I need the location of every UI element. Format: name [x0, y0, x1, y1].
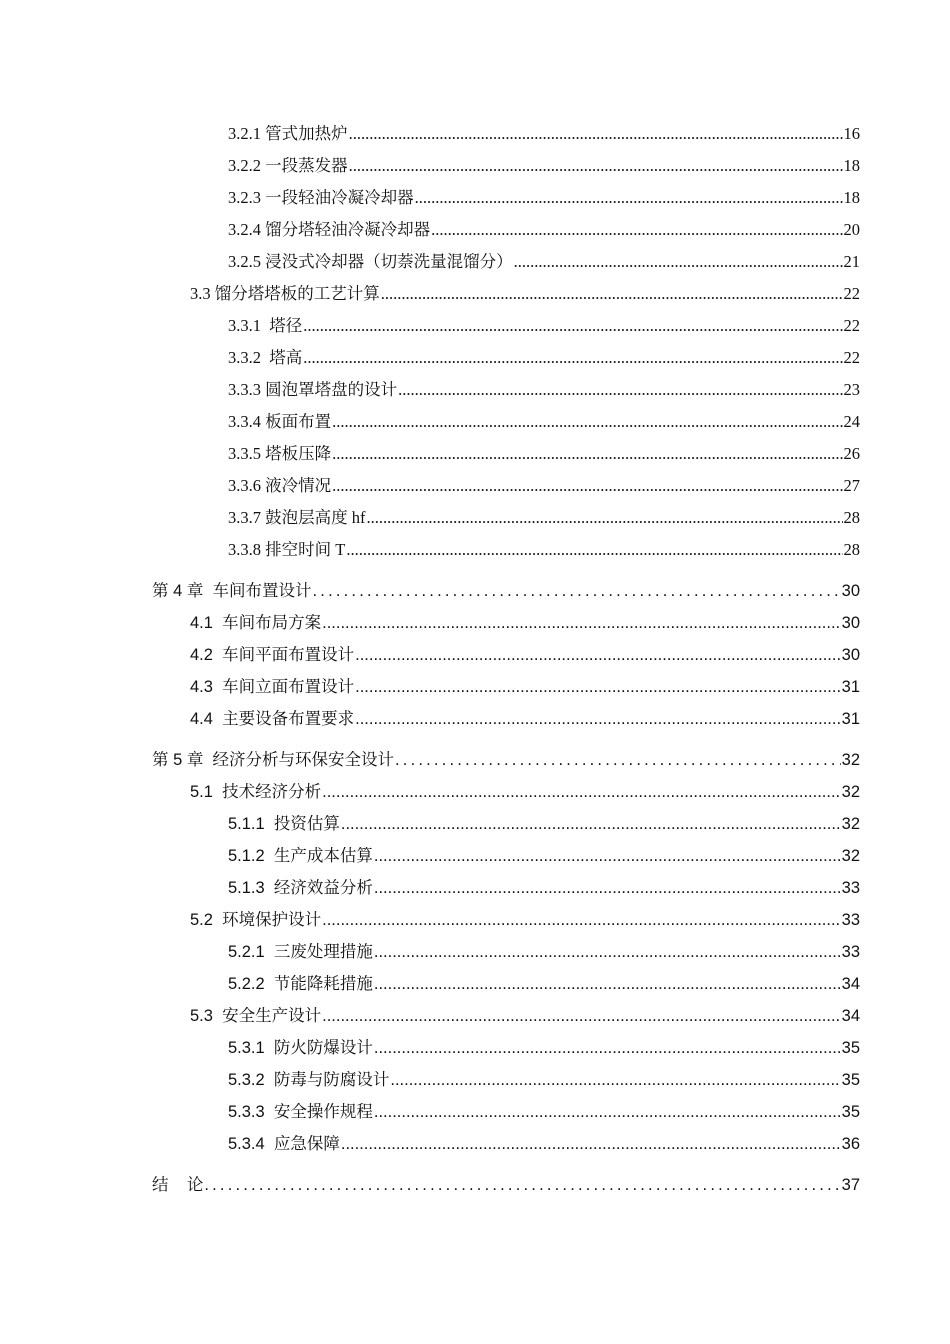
toc-entry[interactable]: [152, 1030, 860, 1062]
toc-entry-title: 3.2.2 一段蒸发器: [228, 156, 348, 175]
toc-page-number: 22: [843, 284, 860, 303]
toc-page-number: 23: [843, 380, 860, 399]
toc-entry-title: 5.1 技术经济分析: [190, 783, 322, 801]
toc-page-number: 33: [841, 879, 860, 897]
toc-dot-leader: [374, 878, 841, 898]
toc-entry-title: 5.3.1 防火防爆设计: [228, 1039, 373, 1057]
toc-entry[interactable]: [152, 244, 860, 276]
toc-entry[interactable]: [152, 436, 860, 468]
toc-dot-leader: [374, 942, 841, 962]
toc-entry[interactable]: [152, 838, 860, 870]
toc-page-number: 21: [843, 252, 860, 271]
toc-entry-title: 3.3.8 排空时间 T: [228, 540, 346, 559]
toc-entry[interactable]: [152, 605, 860, 637]
toc-entry-title: 第 4 章 车间布置设计: [152, 582, 312, 600]
toc-entry[interactable]: [152, 870, 860, 902]
toc-page-number: 32: [841, 751, 860, 769]
toc-dot-leader: [332, 444, 842, 464]
toc-entry-title: 5.3.4 应急保障: [228, 1135, 340, 1153]
toc-entry-title: 4.3 车间立面布置设计: [190, 678, 355, 696]
toc-page-number: 27: [843, 476, 860, 495]
toc-dot-leader: [322, 613, 841, 633]
toc-dot-leader: [322, 1006, 841, 1026]
toc-dot-leader: [332, 476, 842, 496]
toc-entry[interactable]: [152, 934, 860, 966]
toc-dot-leader: [431, 220, 842, 240]
toc-page-number: 31: [841, 710, 860, 728]
toc-dot-leader: [341, 814, 841, 834]
toc-page-number: 32: [841, 783, 860, 801]
toc-entry[interactable]: [152, 637, 860, 669]
toc-entry-title: 3.3.7 鼓泡层高度 hf: [228, 508, 366, 527]
toc-entry-title: 3.3.4 板面布置: [228, 412, 332, 431]
toc-page-number: 32: [841, 815, 860, 833]
toc-entry-title: 5.1.1 投资估算: [228, 815, 340, 833]
toc-page-number: 35: [841, 1039, 860, 1057]
toc-entry[interactable]: [152, 212, 860, 244]
toc-dot-leader: [514, 252, 843, 272]
toc-dot-leader: [322, 910, 841, 930]
toc-dot-leader: [349, 156, 843, 176]
toc-page-number: 30: [841, 614, 860, 632]
toc-entry[interactable]: [152, 276, 860, 308]
toc-entry[interactable]: [152, 774, 860, 806]
toc-dot-leader: [204, 1175, 840, 1195]
toc-dot-leader: [374, 1102, 841, 1122]
toc-entry-title: 3.3 馏分塔塔板的工艺计算: [190, 284, 380, 303]
toc-entry-title: 5.2.1 三废处理措施: [228, 943, 373, 961]
toc-dot-leader: [415, 188, 843, 208]
toc-entry[interactable]: [152, 669, 860, 701]
toc-entry-title: 4.4 主要设备布置要求: [190, 710, 355, 728]
toc-entry-title: 3.2.4 馏分塔轻油冷凝冷却器: [228, 220, 431, 239]
toc-page-number: 22: [843, 316, 860, 335]
toc-entry[interactable]: [152, 902, 860, 934]
toc-entry-title: 5.2.2 节能降耗措施: [228, 975, 373, 993]
toc-entry[interactable]: [152, 742, 860, 774]
toc-entry-title: 3.3.6 液冷情况: [228, 476, 332, 495]
toc-dot-leader: [303, 316, 842, 336]
toc-page-number: 33: [841, 943, 860, 961]
toc-entry-title: 5.3 安全生产设计: [190, 1007, 322, 1025]
toc-page-number: 35: [841, 1103, 860, 1121]
toc-dot-leader: [374, 1038, 841, 1058]
toc-page-number: 36: [841, 1135, 860, 1153]
toc-dot-leader: [355, 709, 841, 729]
toc-entry-title: 结 论: [152, 1176, 204, 1194]
toc-dot-leader: [332, 412, 842, 432]
toc-entry-title: 5.3.3 安全操作规程: [228, 1103, 373, 1121]
toc-entry-title: 5.1.3 经济效益分析: [228, 879, 373, 897]
toc-entry[interactable]: [152, 500, 860, 532]
toc-dot-leader: [390, 1070, 840, 1090]
toc-page-number: 31: [841, 678, 860, 696]
toc-entry[interactable]: [152, 372, 860, 404]
toc-entry[interactable]: [152, 1126, 860, 1158]
toc-page-number: 34: [841, 975, 860, 993]
toc-page-number: 32: [841, 847, 860, 865]
toc-page-number: 26: [843, 444, 860, 463]
toc-dot-leader: [346, 540, 842, 560]
toc-entry[interactable]: [152, 806, 860, 838]
toc-entry[interactable]: [152, 308, 860, 340]
toc-entry-title: 5.2 环境保护设计: [190, 911, 322, 929]
toc-dot-leader: [367, 508, 843, 528]
toc-entry[interactable]: [152, 532, 860, 564]
toc-entry-title: 4.2 车间平面布置设计: [190, 646, 355, 664]
toc-dot-leader: [303, 348, 842, 368]
toc-dot-leader: [355, 677, 841, 697]
toc-entry-title: 3.2.1 管式加热炉: [228, 124, 348, 143]
toc-entry[interactable]: [152, 573, 860, 605]
toc-entry-title: 4.1 车间布局方案: [190, 614, 322, 632]
toc-page-number: 28: [843, 508, 860, 527]
toc-dot-leader: [349, 124, 843, 144]
toc-entry[interactable]: [152, 180, 860, 212]
toc-dot-leader: [398, 380, 842, 400]
toc-entry-title: 3.2.3 一段轻油冷凝冷却器: [228, 188, 414, 207]
toc-entry-title: 5.3.2 防毒与防腐设计: [228, 1071, 390, 1089]
toc-page-number: 24: [843, 412, 860, 431]
toc-dot-leader: [313, 581, 841, 601]
toc-entry[interactable]: [152, 468, 860, 500]
toc-page-number: 18: [843, 156, 860, 175]
toc-entry-title: 3.2.5 浸没式冷却器（切萘洗量混馏分）: [228, 252, 513, 271]
toc-page-number: 33: [841, 911, 860, 929]
toc-entry[interactable]: [152, 148, 860, 180]
toc-entry-title: 第 5 章 经济分析与环保安全设计: [152, 751, 395, 769]
toc-page-number: 35: [841, 1071, 860, 1089]
toc-entry[interactable]: [152, 1167, 860, 1199]
toc-entry[interactable]: [152, 340, 860, 372]
toc-dot-leader: [341, 1134, 841, 1154]
toc-entry[interactable]: [152, 116, 860, 148]
toc-dot-leader: [322, 782, 841, 802]
toc-dot-leader: [381, 284, 843, 304]
toc-entry-title: 3.3.5 塔板压降: [228, 444, 332, 463]
toc-entry[interactable]: [152, 1094, 860, 1126]
toc-entry-title: 5.1.2 生产成本估算: [228, 847, 373, 865]
toc-page-number: 20: [843, 220, 860, 239]
toc-entry-title: 3.3.3 圆泡罩塔盘的设计: [228, 380, 398, 399]
toc-dot-leader: [374, 974, 841, 994]
toc-page-number: 28: [843, 540, 860, 559]
toc-dot-leader: [374, 846, 841, 866]
toc-page-number: 30: [841, 646, 860, 664]
toc-entry-title: 3.3.2 塔高: [228, 348, 303, 367]
table-of-contents: [152, 116, 860, 1199]
toc-dot-leader: [355, 645, 841, 665]
toc-dot-leader: [395, 750, 841, 770]
toc-entry[interactable]: [152, 998, 860, 1030]
toc-page-number: 18: [843, 188, 860, 207]
toc-page-number: 30: [841, 582, 860, 600]
toc-page-number: 22: [843, 348, 860, 367]
toc-page-number: 16: [843, 124, 860, 143]
toc-entry-title: 3.3.1 塔径: [228, 316, 303, 335]
toc-entry[interactable]: [152, 966, 860, 998]
toc-page-number: 34: [841, 1007, 860, 1025]
toc-page-number: 37: [841, 1176, 860, 1194]
toc-entry[interactable]: [152, 404, 860, 436]
toc-entry[interactable]: [152, 1062, 860, 1094]
toc-entry[interactable]: [152, 701, 860, 733]
